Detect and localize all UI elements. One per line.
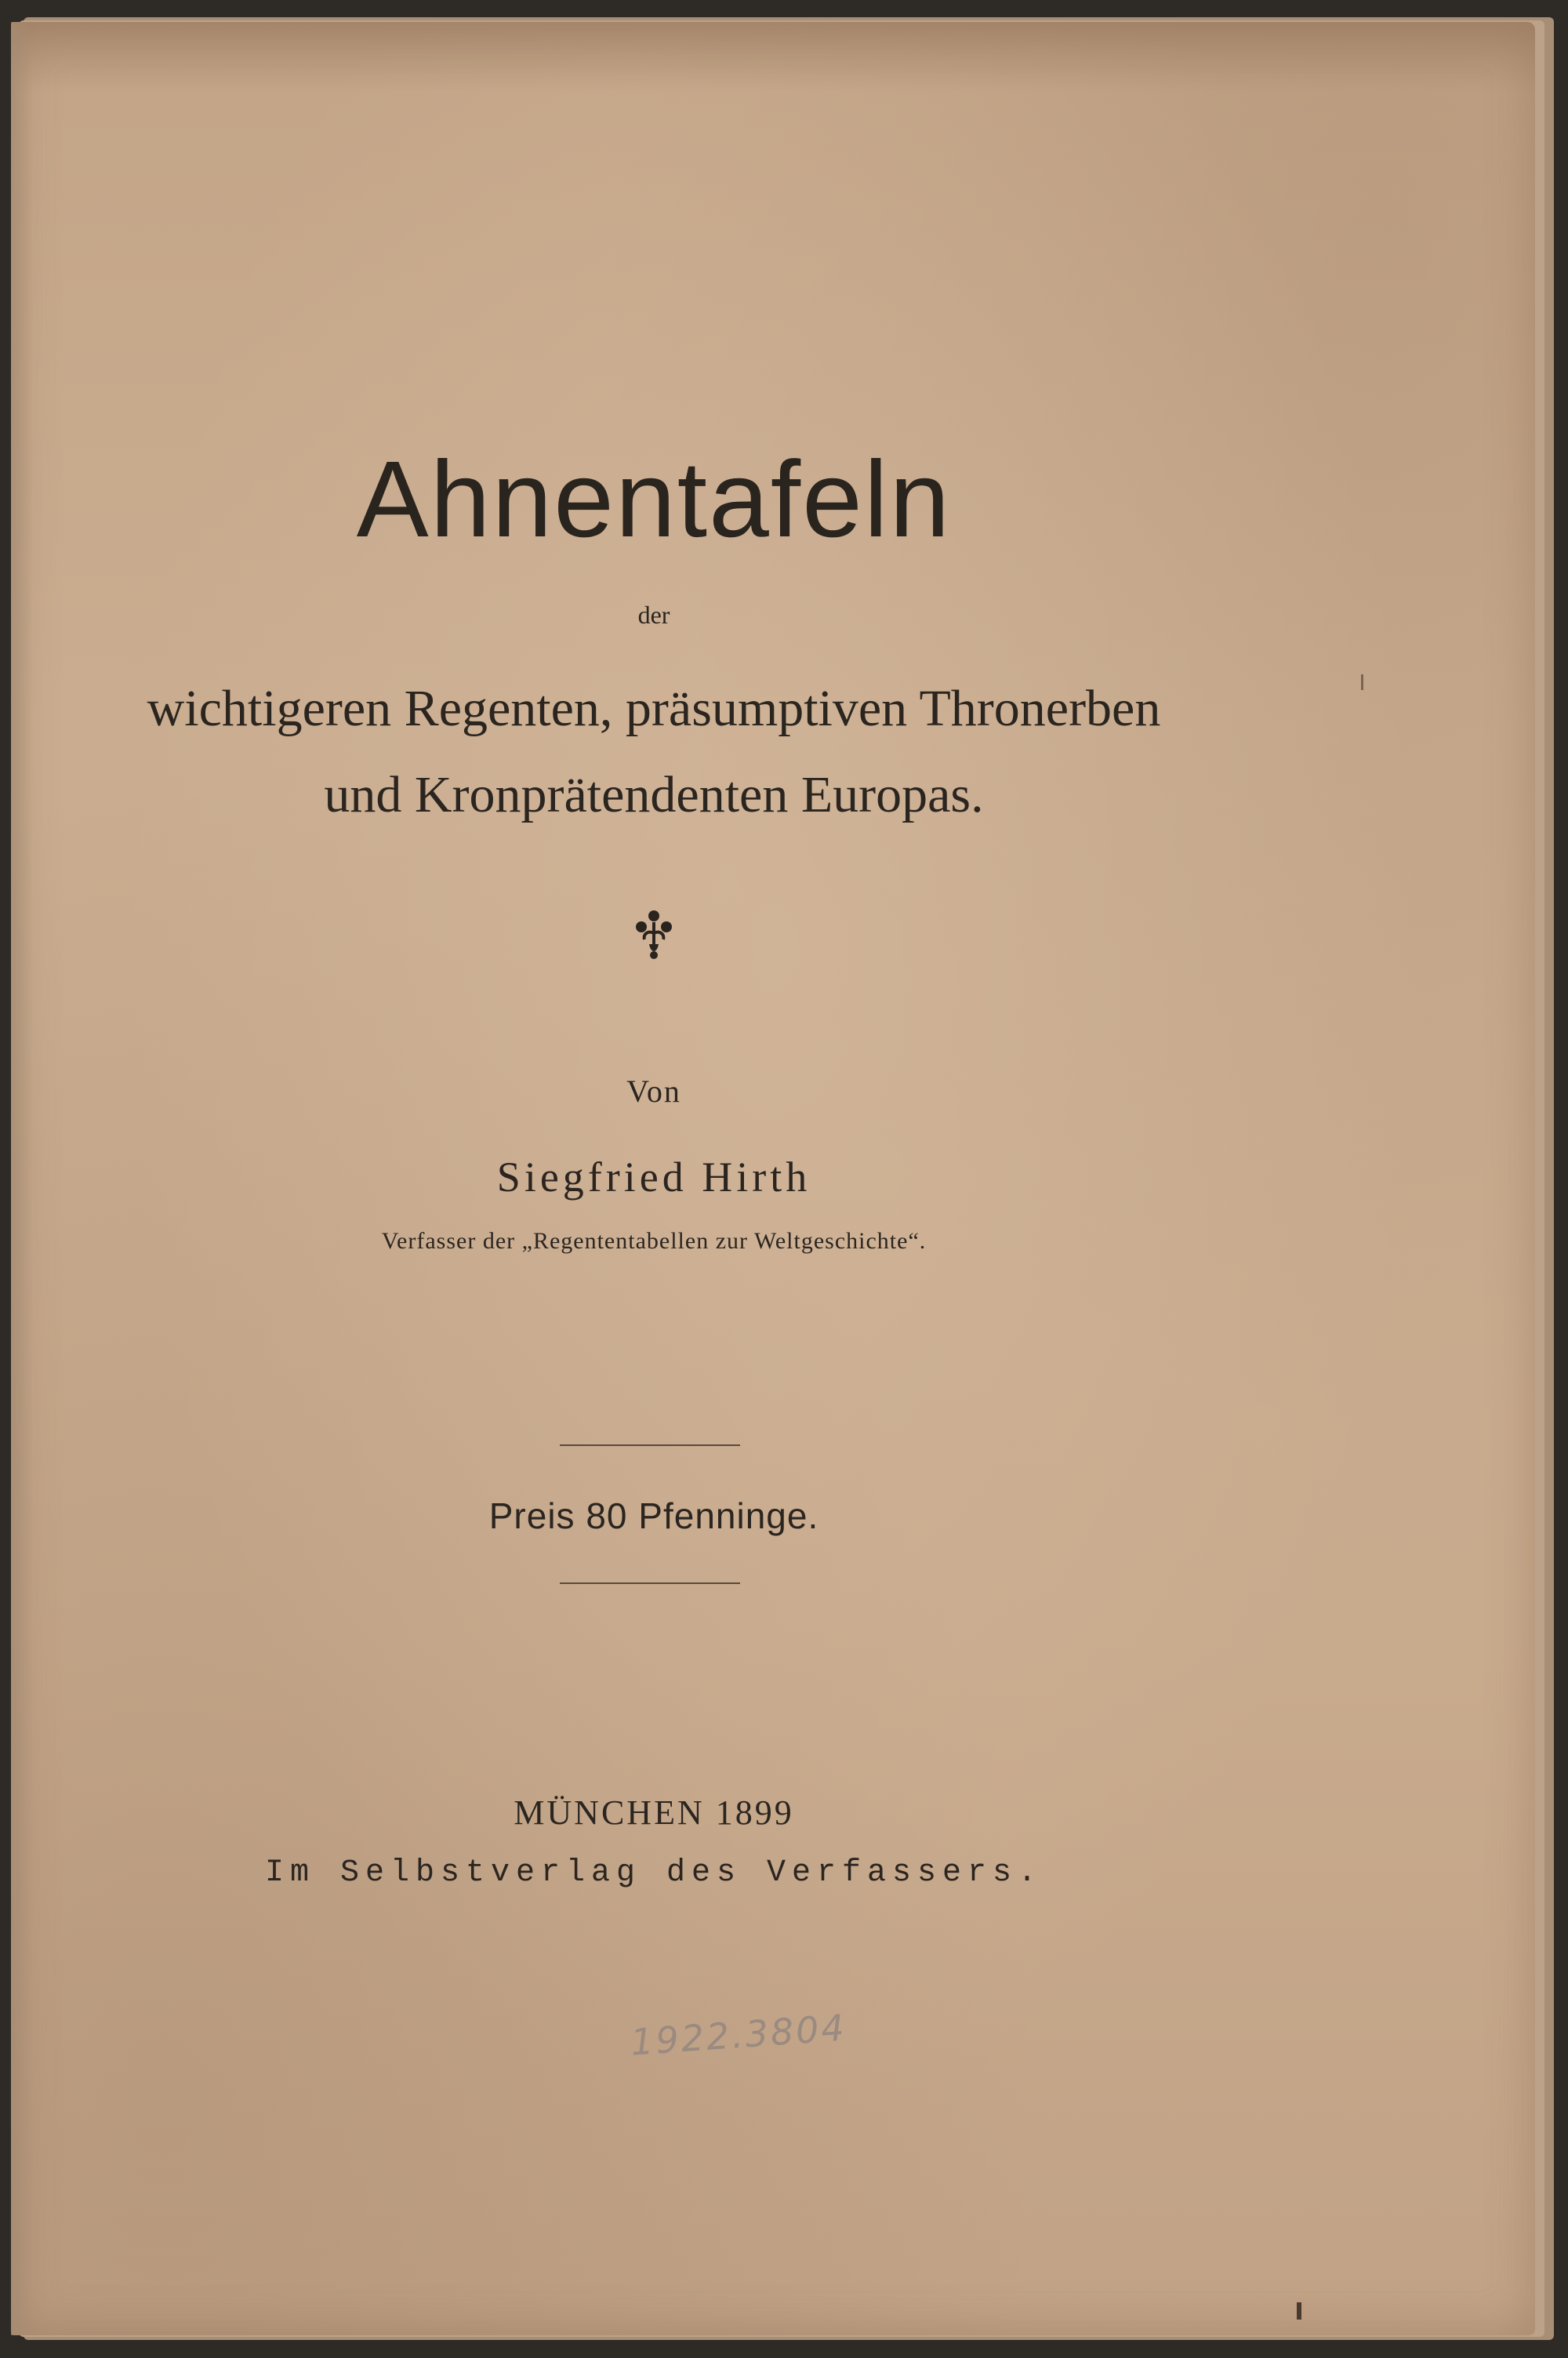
handwritten-shelfmark: 1922.3804 <box>629 2006 848 2064</box>
ink-mark <box>1297 2302 1301 2320</box>
imprint-place-year: MÜNCHEN 1899 <box>514 1793 794 1832</box>
author-description: Verfasser der „Regententabellen zur Weltgeschichte“. <box>381 1228 927 1254</box>
title-page <box>11 22 1535 2335</box>
price-line: Preis 80 Pfenninge. <box>488 1495 819 1536</box>
subtitle-line-2: und Kronprätendenten Europas. <box>324 766 984 823</box>
fleuron-icon <box>630 907 677 961</box>
pencil-mark <box>1361 674 1363 690</box>
divider-rule-top <box>560 1444 740 1446</box>
book-title: Ahnentafeln <box>356 439 952 560</box>
divider-rule-bottom <box>560 1582 740 1584</box>
byline-label: Von <box>626 1074 681 1109</box>
title-connector: der <box>637 601 670 629</box>
author-name: Siegfried Hirth <box>496 1154 811 1201</box>
imprint-publisher: Im Selbstverlag des Verfassers. <box>264 1855 1044 1891</box>
paper-stain <box>11 22 1535 93</box>
subtitle-line-1: wichtigeren Regenten, präsumptiven Thronerben <box>147 680 1161 737</box>
